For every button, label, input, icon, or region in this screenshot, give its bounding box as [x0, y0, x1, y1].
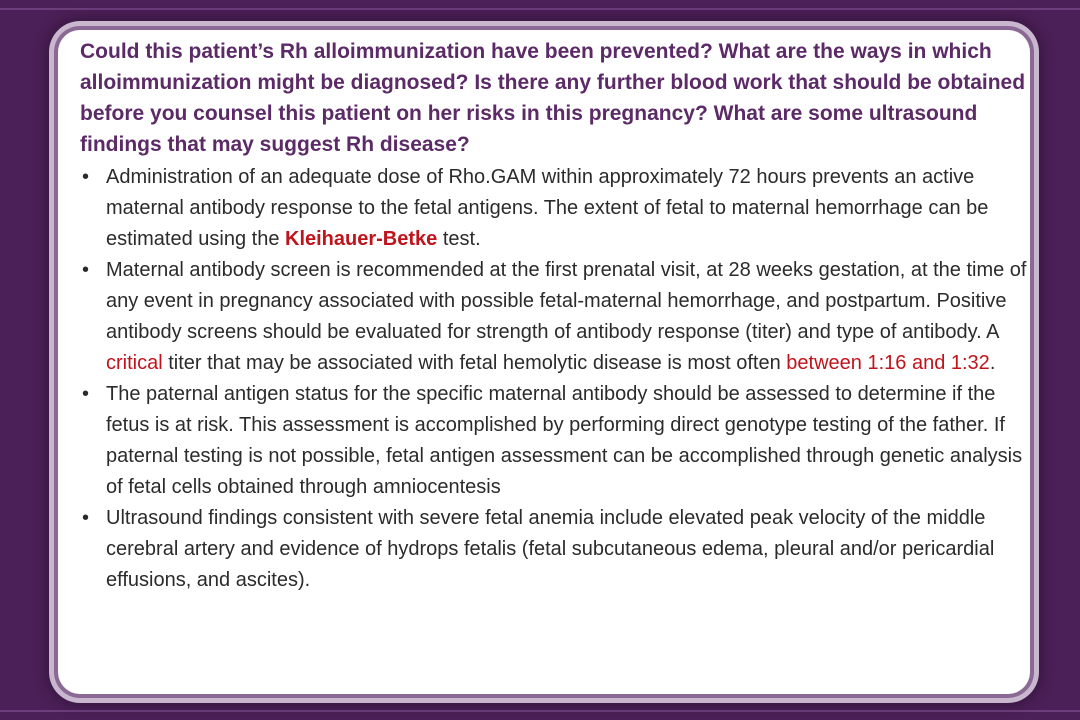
kleihauer-betke-highlight: Kleihauer-Betke — [285, 228, 438, 250]
bullet-icon: • — [82, 383, 90, 405]
bullet-text-end: test. — [437, 228, 481, 250]
frame-top-stripe — [0, 8, 1080, 10]
bullet-icon: • — [82, 507, 90, 529]
bullet-antibody-screen — [80, 255, 1030, 379]
titer-range-highlight: between 1:16 and 1:32 — [786, 352, 990, 374]
bullet-text-end: . — [989, 352, 996, 374]
answer-list — [80, 162, 1030, 596]
critical-highlight: critical — [106, 352, 163, 374]
bullet-paternal-antigen — [80, 379, 1030, 503]
bullet-icon: • — [82, 259, 90, 281]
bullet-ultrasound — [80, 503, 1030, 596]
bullet-icon: • — [82, 166, 90, 188]
bullet-text: The paternal antigen status for the specific maternal antibody should be assessed to determine if the fetus is at risk. This assessment is accomplished by performing direct genotype testing of the father. If paternal testing is not possible, fetal antigen assessment can be accomplished through genetic analysis of fetal cells obtained through amniocentesis — [106, 383, 1023, 498]
bullet-rhogam — [80, 162, 1030, 255]
bullet-text: Ultrasound findings consistent with severe fetal anemia include elevated peak velocity of the middle cerebral artery and evidence of hydrops fetalis (fetal subcutaneous edema, pleural and/or pericardial effusions, and ascites). — [106, 507, 995, 591]
bullet-text: Maternal antibody screen is recommended at the first prenatal visit, at 28 weeks gestation, at the time of any event in pregnancy associated with possible fetal-maternal hemorrhage, and postpartum. Positive antibody screens should be evaluated for strength of antibody response (titer) and type of antibody. A — [106, 259, 1027, 343]
bullet-text-middle: titer that may be associated with fetal hemolytic disease is most often — [162, 352, 787, 374]
bullet-text: Administration of an adequate dose of Rho.GAM within approximately 72 hours prevents an active maternal antibody response to the fetal antigens. The extent of fetal to maternal hemorrhage can be estimated using the — [106, 166, 989, 250]
question-heading: Could this patient’s Rh alloimmunization have been prevented? What are the ways in which alloimmunization might be diagnosed? Is there any further blood work that should be obtained before you counsel this patient on her risks in this pregnancy? What are some ultrasound findings that may suggest Rh disease? — [80, 40, 1026, 156]
frame-bottom-stripe — [0, 710, 1080, 712]
slide-content — [80, 36, 1030, 596]
